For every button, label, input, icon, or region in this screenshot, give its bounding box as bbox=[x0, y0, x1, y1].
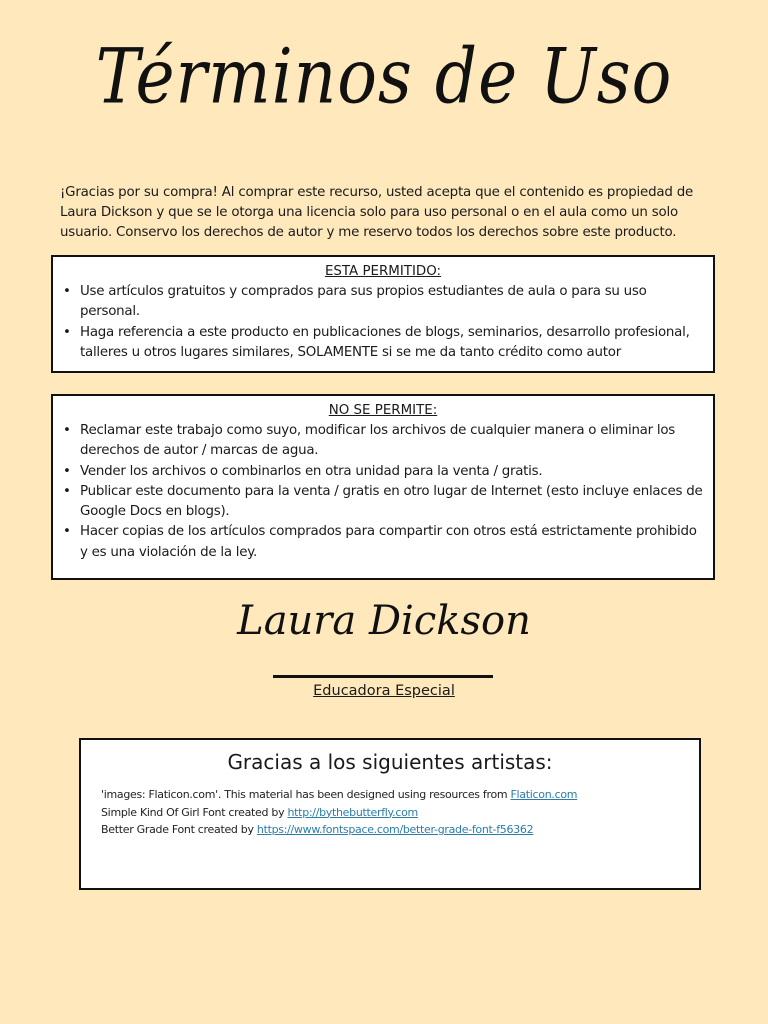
credit-line-girl-font bbox=[101, 804, 699, 822]
credit-line-grade-font bbox=[101, 821, 699, 839]
list-item: • Use artículos gratuitos y comprados para sus propios estudiantes de aula o para su uso personal. bbox=[61, 282, 705, 323]
permitido-box bbox=[51, 255, 715, 373]
page-title: Términos de Uso bbox=[95, 32, 673, 121]
no-permite-list bbox=[61, 421, 705, 563]
butterfly-link[interactable]: http://bythebutterfly.com bbox=[287, 805, 418, 819]
permitido-heading: ESTA PERMITIDO: bbox=[324, 264, 442, 279]
list-item: • Vender los archivos o combinarlos en otra unidad para la venta / gratis. bbox=[61, 462, 705, 482]
list-item: • Publicar este documento para la venta / gratis en otro lugar de Internet (esto incluye enlaces de Google Docs en blogs). bbox=[61, 482, 705, 523]
signature-line bbox=[273, 675, 493, 678]
permitido-list bbox=[61, 282, 705, 363]
no-permite-heading: NO SE PERMITE: bbox=[328, 403, 438, 418]
flaticon-link[interactable]: Flaticon.com bbox=[510, 788, 578, 801]
author-role: Educadora Especial bbox=[313, 683, 455, 699]
list-item: • Reclamar este trabajo como suyo, modificar los archivos de cualquier manera o eliminar los derechos de autor / marcas de agua. bbox=[61, 421, 705, 462]
credits-title: Gracias a los siguientes artistas: bbox=[227, 750, 553, 774]
author-signature: Laura Dickson bbox=[237, 598, 531, 644]
list-item: • Hacer copias de los artículos comprados para compartir con otros está estrictamente prohibido y es una violación de la ley. bbox=[61, 522, 705, 563]
no-permite-box bbox=[51, 394, 715, 580]
credit-line-flaticon bbox=[101, 786, 699, 804]
list-item: • Haga referencia a este producto en publicaciones de blogs, seminarios, desarrollo profesional, talleres u otros lugares similares, SOLAMENTE si se me da tanto crédito como autor bbox=[61, 323, 705, 364]
credit-text: Simple Kind Of Girl Font created by bbox=[101, 805, 288, 819]
intro-paragraph: ¡Gracias por su compra! Al comprar este recurso, usted acepta que el contenido es propiedad de Laura Dickson y que se le otorga una licencia solo para uso personal o en el aula como un solo usuario. Conservo los derechos de autor y me reservo todos los derechos sobre este producto. bbox=[60, 185, 694, 241]
fontspace-link[interactable]: https://www.fontspace.com/better-grade-font-f56362 bbox=[256, 823, 534, 836]
credit-text: 'images: Flaticon.com'. This material has been designed using resources from bbox=[101, 788, 511, 801]
credits-box bbox=[79, 738, 701, 890]
credit-text: Better Grade Font created by bbox=[101, 823, 257, 836]
